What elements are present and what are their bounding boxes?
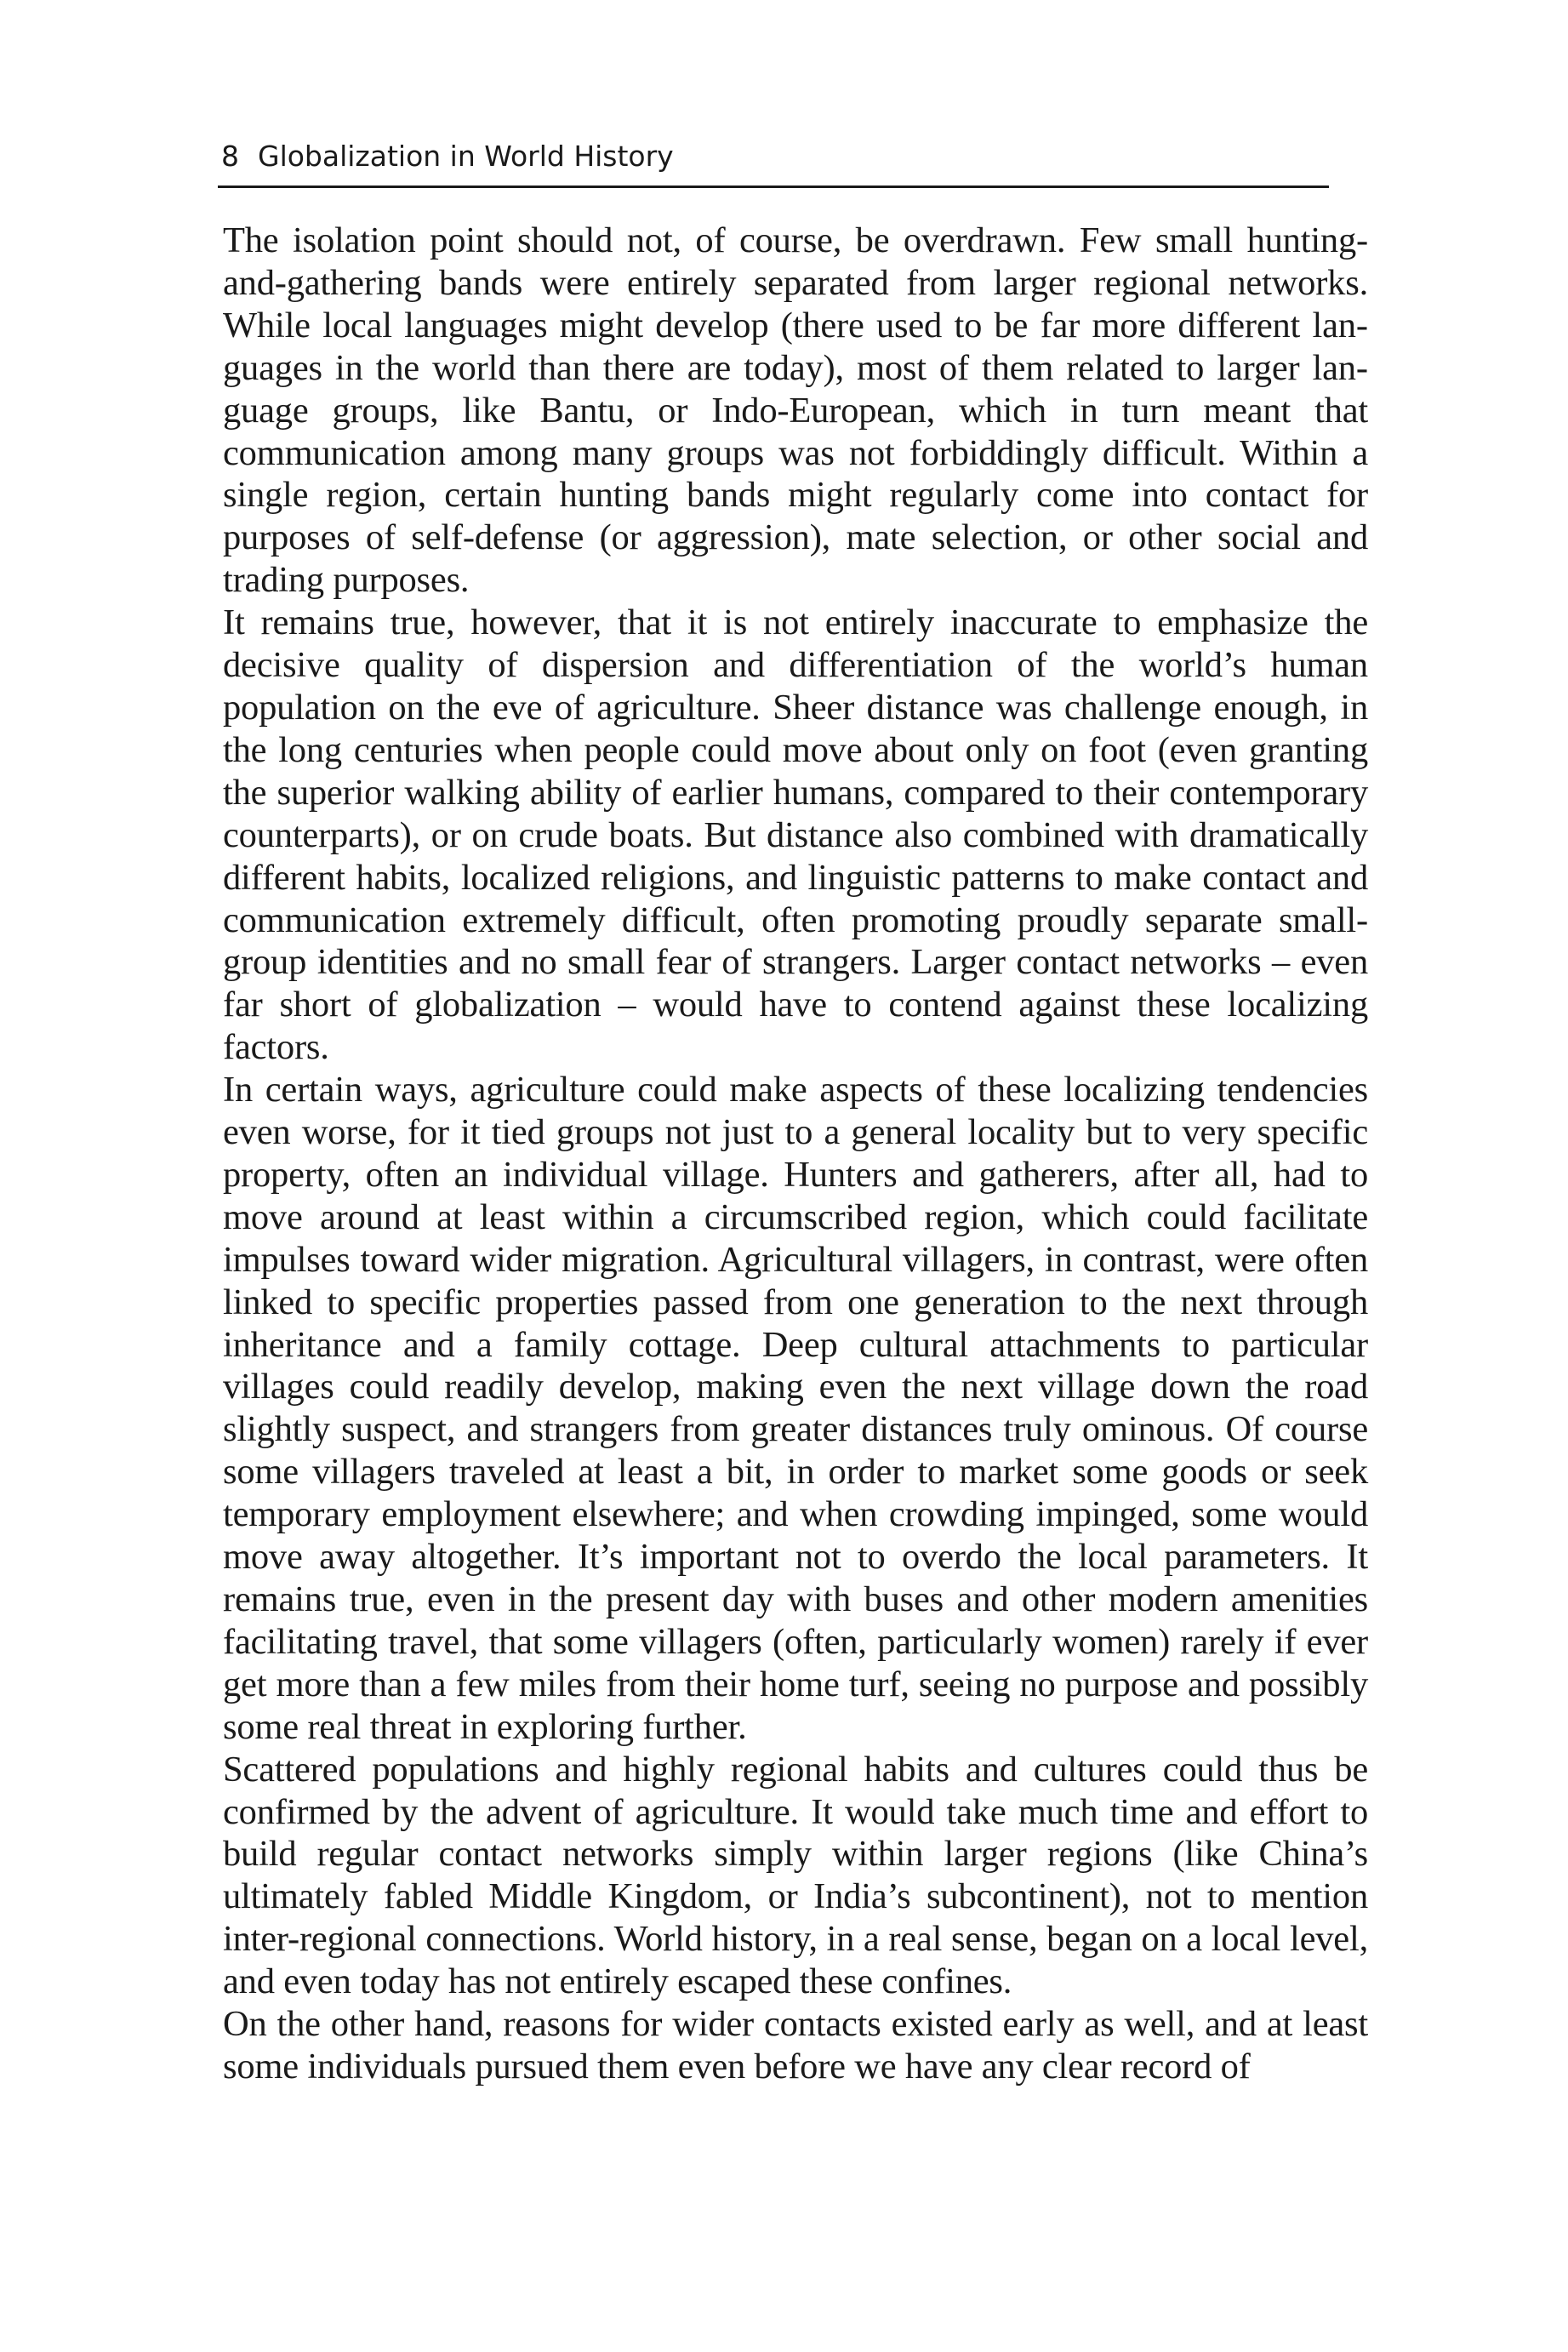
running-head <box>218 138 1329 188</box>
paragraph: Scattered populations and highly regional habits and cultures could thus be confirmed by the advent of agriculture. It would take much time and effort to build regular contact networks simply within larger regions (like China’s ultimately fabled Middle Kingdom, or India’s subcontinent), not to mention inter-regional connections. World history, in a real sense, began on a local level, and even today has not entirely escaped these confines. <box>223 1749 1368 2002</box>
paragraph: It remains true, however, that it is not entirely inaccurate to emphasize the decisive quality of dispersion and differentiation of the world’s human population on the eve of agriculture. Sheer distance was challenge enough, in the long centuries when people could move about only on foot (even granting the superior walking ability of earlier humans, compared to their contemporary counterparts), or on crude boats. But distance also combined with dramatically different habits, localized religions, and linguistic patterns to make contact and communication extremely difficult, often promoting proudly separate small-group identities and no small fear of strangers. Larger contact networks – even far short of globalization – would have to contend against these localizing factors. <box>223 602 1368 1068</box>
paragraph: The isolation point should not, of course, be overdrawn. Few small hunting-and-gathering bands were entirely separated from larger regional networks. While local languages might develop (there used to be far more different languages in the world than there are today), most of them related to larger language groups, like Bantu, or Indo-European, which in turn meant that communication among many groups was not forbiddingly difficult. Within a single region, certain hunting bands might regularly come into contact for purposes of self-defense (or aggression), mate selection, or other social and trading purposes. <box>223 220 1368 601</box>
body-text <box>223 220 1368 2088</box>
paragraph: In certain ways, agriculture could make aspects of these localizing tendencies even worse, for it tied groups not just to a general locality but to very specific property, often an individual village. Hunters and gatherers, after all, had to move around at least within a circumscribed region, which could facilitate impulses toward wider migration. Agricultural villagers, in contrast, were often linked to specific properties passed from one generation to the next through inheritance and a family cottage. Deep cultural attachments to particular villages could readily develop, making even the next village down the road slightly suspect, and strangers from greater distances truly ominous. Of course some villagers traveled at least a bit, in order to market some goods or seek temporary employment elsewhere; and when crowding impinged, some would move away altogether. It’s important not to overdo the local parameters. It remains true, even in the present day with buses and other modern amenities facilitating travel, that some villagers (often, particularly women) rarely if ever get more than a few miles from their home turf, seeing no purpose and possibly some real threat in exploring further. <box>223 1070 1368 1747</box>
running-title: Globalization in World History <box>258 140 674 173</box>
page-number: 8 <box>221 140 239 173</box>
paragraph: On the other hand, reasons for wider contacts existed early as well, and at least some individuals pursued them even before we have any clear record of <box>223 2004 1368 2087</box>
